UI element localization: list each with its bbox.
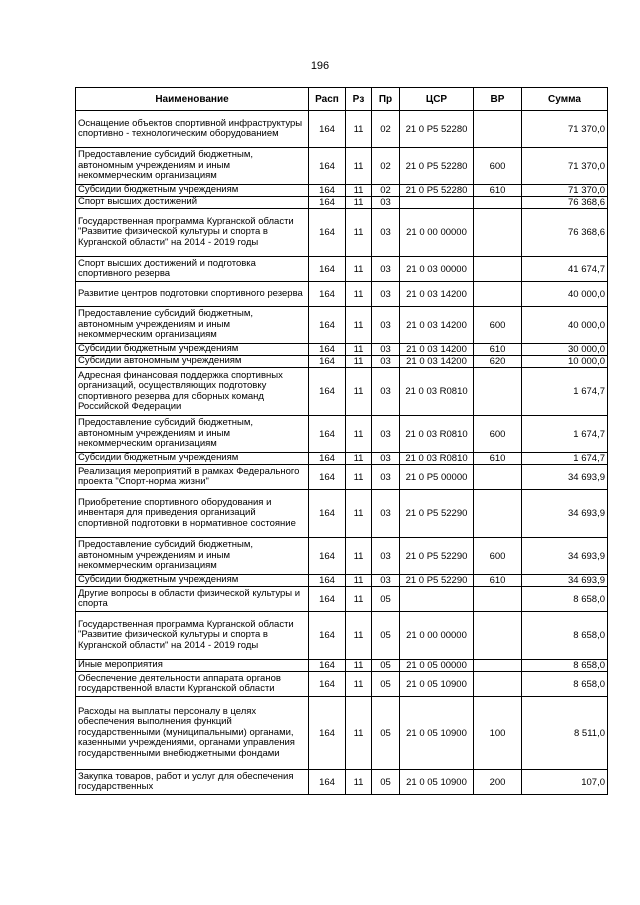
header-pr: Пр xyxy=(372,88,400,111)
row-vr-cell: 610 xyxy=(474,185,522,197)
table-row xyxy=(76,465,608,490)
table-row xyxy=(76,660,608,672)
row-rz-cell: 11 xyxy=(346,575,372,587)
row-rz-cell: 11 xyxy=(346,465,372,490)
row-vr-cell: 600 xyxy=(474,538,522,575)
row-rasp-cell: 164 xyxy=(309,697,346,770)
row-csr-cell: 21 0 03 14200 xyxy=(400,356,474,368)
row-csr-cell: 21 0 03 14200 xyxy=(400,344,474,356)
row-csr-cell: 21 0 05 00000 xyxy=(400,660,474,672)
row-sum-cell: 1 674,7 xyxy=(522,453,608,465)
header-rasp: Расп xyxy=(309,88,346,111)
table-row xyxy=(76,490,608,538)
row-rz-cell: 11 xyxy=(346,770,372,795)
row-csr-cell: 21 0 P5 52280 xyxy=(400,111,474,148)
row-sum-cell: 34 693,9 xyxy=(522,465,608,490)
table-row xyxy=(76,257,608,282)
row-rz-cell: 11 xyxy=(346,111,372,148)
row-sum-cell: 41 674,7 xyxy=(522,257,608,282)
table-header-row xyxy=(76,88,608,111)
table-row xyxy=(76,148,608,185)
row-rz-cell: 11 xyxy=(346,490,372,538)
row-vr-cell: 200 xyxy=(474,770,522,795)
row-rasp-cell: 164 xyxy=(309,209,346,257)
header-name: Наименование xyxy=(76,88,309,111)
row-sum-cell: 8 658,0 xyxy=(522,660,608,672)
row-rz-cell: 11 xyxy=(346,257,372,282)
header-rz: Рз xyxy=(346,88,372,111)
row-vr-cell xyxy=(474,587,522,612)
row-csr-cell: 21 0 05 10900 xyxy=(400,770,474,795)
row-vr-cell: 610 xyxy=(474,453,522,465)
row-csr-cell: 21 0 P5 52290 xyxy=(400,538,474,575)
row-rasp-cell: 164 xyxy=(309,197,346,209)
row-pr-cell: 05 xyxy=(372,660,400,672)
row-name-cell: Расходы на выплаты персоналу в целях обеспечения выполнения функций государственными (муниципальными) органами, казенными учреждениями, органами управления государственными внебюджетными фондами xyxy=(76,697,309,770)
row-pr-cell: 03 xyxy=(372,538,400,575)
row-sum-cell: 10 000,0 xyxy=(522,356,608,368)
row-vr-cell: 100 xyxy=(474,697,522,770)
row-csr-cell: 21 0 03 14200 xyxy=(400,307,474,344)
row-rasp-cell: 164 xyxy=(309,465,346,490)
row-name-cell: Другие вопросы в области физической культуры и спорта xyxy=(76,587,309,612)
row-name-cell: Субсидии бюджетным учреждениям xyxy=(76,185,309,197)
row-name-cell: Субсидии автономным учреждениям xyxy=(76,356,309,368)
row-sum-cell: 8 658,0 xyxy=(522,672,608,697)
row-pr-cell: 03 xyxy=(372,356,400,368)
row-vr-cell: 600 xyxy=(474,148,522,185)
row-vr-cell xyxy=(474,612,522,660)
row-csr-cell: 21 0 03 14200 xyxy=(400,282,474,307)
row-rasp-cell: 164 xyxy=(309,660,346,672)
row-csr-cell: 21 0 03 R0810 xyxy=(400,453,474,465)
row-pr-cell: 03 xyxy=(372,453,400,465)
table-row xyxy=(76,587,608,612)
row-csr-cell: 21 0 03 R0810 xyxy=(400,416,474,453)
table-row xyxy=(76,356,608,368)
row-rasp-cell: 164 xyxy=(309,612,346,660)
row-sum-cell: 71 370,0 xyxy=(522,148,608,185)
row-rz-cell: 11 xyxy=(346,209,372,257)
row-vr-cell xyxy=(474,672,522,697)
row-sum-cell: 76 368,6 xyxy=(522,197,608,209)
row-rasp-cell: 164 xyxy=(309,538,346,575)
row-rasp-cell: 164 xyxy=(309,672,346,697)
row-pr-cell: 05 xyxy=(372,770,400,795)
row-name-cell: Обеспечение деятельности аппарата органов государственной власти Курганской области xyxy=(76,672,309,697)
row-vr-cell xyxy=(474,257,522,282)
row-rasp-cell: 164 xyxy=(309,587,346,612)
row-rasp-cell: 164 xyxy=(309,307,346,344)
row-pr-cell: 03 xyxy=(372,465,400,490)
row-pr-cell: 03 xyxy=(372,416,400,453)
row-name-cell: Спорт высших достижений xyxy=(76,197,309,209)
row-csr-cell xyxy=(400,197,474,209)
table-row xyxy=(76,575,608,587)
row-pr-cell: 02 xyxy=(372,185,400,197)
row-sum-cell: 34 693,9 xyxy=(522,538,608,575)
row-name-cell: Закупка товаров, работ и услуг для обеспечения государственных xyxy=(76,770,309,795)
row-pr-cell: 05 xyxy=(372,697,400,770)
row-rz-cell: 11 xyxy=(346,453,372,465)
row-name-cell: Развитие центров подготовки спортивного резерва xyxy=(76,282,309,307)
row-pr-cell: 03 xyxy=(372,307,400,344)
row-csr-cell: 21 0 P5 52280 xyxy=(400,148,474,185)
row-sum-cell: 76 368,6 xyxy=(522,209,608,257)
row-name-cell: Предоставление субсидий бюджетным, автономным учреждениям и иным некоммерческим организациям xyxy=(76,416,309,453)
table-row xyxy=(76,185,608,197)
row-rasp-cell: 164 xyxy=(309,453,346,465)
row-vr-cell xyxy=(474,465,522,490)
row-rasp-cell: 164 xyxy=(309,416,346,453)
row-name-cell: Субсидии бюджетным учреждениям xyxy=(76,575,309,587)
row-sum-cell: 71 370,0 xyxy=(522,185,608,197)
row-sum-cell: 8 511,0 xyxy=(522,697,608,770)
row-rz-cell: 11 xyxy=(346,185,372,197)
row-sum-cell: 30 000,0 xyxy=(522,344,608,356)
table-row xyxy=(76,209,608,257)
row-pr-cell: 03 xyxy=(372,282,400,307)
row-vr-cell: 610 xyxy=(474,575,522,587)
table-row xyxy=(76,672,608,697)
row-pr-cell: 03 xyxy=(372,209,400,257)
table-row xyxy=(76,282,608,307)
table-row xyxy=(76,770,608,795)
header-csr: ЦСР xyxy=(400,88,474,111)
row-sum-cell: 8 658,0 xyxy=(522,612,608,660)
row-vr-cell xyxy=(474,660,522,672)
row-sum-cell: 40 000,0 xyxy=(522,307,608,344)
row-pr-cell: 03 xyxy=(372,197,400,209)
row-rz-cell: 11 xyxy=(346,344,372,356)
row-rz-cell: 11 xyxy=(346,307,372,344)
row-vr-cell: 600 xyxy=(474,416,522,453)
row-rz-cell: 11 xyxy=(346,672,372,697)
row-vr-cell xyxy=(474,111,522,148)
row-rasp-cell: 164 xyxy=(309,111,346,148)
row-name-cell: Субсидии бюджетным учреждениям xyxy=(76,344,309,356)
row-rasp-cell: 164 xyxy=(309,257,346,282)
table-row xyxy=(76,697,608,770)
row-name-cell: Предоставление субсидий бюджетным, автономным учреждениям и иным некоммерческим организациям xyxy=(76,538,309,575)
row-name-cell: Приобретение спортивного оборудования и инвентаря для приведения организаций спортивной подготовки в нормативное состояние xyxy=(76,490,309,538)
row-rasp-cell: 164 xyxy=(309,148,346,185)
table-row xyxy=(76,344,608,356)
table-row xyxy=(76,368,608,416)
row-pr-cell: 03 xyxy=(372,257,400,282)
row-rz-cell: 11 xyxy=(346,416,372,453)
table-row xyxy=(76,538,608,575)
row-name-cell: Государственная программа Курганской области "Развитие физической культуры и спорта в Курганской области" на 2014 - 2019 годы xyxy=(76,209,309,257)
header-vr: ВР xyxy=(474,88,522,111)
row-rasp-cell: 164 xyxy=(309,344,346,356)
row-csr-cell: 21 0 03 R0810 xyxy=(400,368,474,416)
row-pr-cell: 02 xyxy=(372,111,400,148)
row-pr-cell: 05 xyxy=(372,587,400,612)
row-name-cell: Реализация мероприятий в рамках Федерального проекта "Спорт-норма жизни" xyxy=(76,465,309,490)
row-vr-cell: 610 xyxy=(474,344,522,356)
row-csr-cell: 21 0 P5 00000 xyxy=(400,465,474,490)
row-rz-cell: 11 xyxy=(346,697,372,770)
row-name-cell: Иные мероприятия xyxy=(76,660,309,672)
row-rz-cell: 11 xyxy=(346,368,372,416)
header-sum: Сумма xyxy=(522,88,608,111)
row-csr-cell: 21 0 05 10900 xyxy=(400,697,474,770)
row-pr-cell: 03 xyxy=(372,490,400,538)
row-csr-cell: 21 0 P5 52290 xyxy=(400,575,474,587)
row-pr-cell: 05 xyxy=(372,612,400,660)
row-sum-cell: 40 000,0 xyxy=(522,282,608,307)
row-sum-cell: 1 674,7 xyxy=(522,368,608,416)
row-rz-cell: 11 xyxy=(346,356,372,368)
row-pr-cell: 03 xyxy=(372,368,400,416)
row-vr-cell xyxy=(474,209,522,257)
budget-table xyxy=(75,87,608,795)
row-rasp-cell: 164 xyxy=(309,770,346,795)
row-vr-cell xyxy=(474,368,522,416)
table-row xyxy=(76,197,608,209)
row-csr-cell: 21 0 P5 52280 xyxy=(400,185,474,197)
page-number: 196 xyxy=(310,60,330,72)
row-pr-cell: 03 xyxy=(372,344,400,356)
row-name-cell: Государственная программа Курганской области "Развитие физической культуры и спорта в Курганской области" на 2014 - 2019 годы xyxy=(76,612,309,660)
row-name-cell: Субсидии бюджетным учреждениям xyxy=(76,453,309,465)
row-sum-cell: 8 658,0 xyxy=(522,587,608,612)
table-row xyxy=(76,416,608,453)
row-pr-cell: 03 xyxy=(372,575,400,587)
row-rasp-cell: 164 xyxy=(309,185,346,197)
row-csr-cell: 21 0 P5 52290 xyxy=(400,490,474,538)
row-name-cell: Предоставление субсидий бюджетным, автономным учреждениям и иным некоммерческим организациям xyxy=(76,148,309,185)
row-rz-cell: 11 xyxy=(346,587,372,612)
row-rz-cell: 11 xyxy=(346,282,372,307)
row-vr-cell xyxy=(474,282,522,307)
row-csr-cell: 21 0 05 10900 xyxy=(400,672,474,697)
row-sum-cell: 34 693,9 xyxy=(522,575,608,587)
row-pr-cell: 05 xyxy=(372,672,400,697)
table-row xyxy=(76,111,608,148)
table-row xyxy=(76,307,608,344)
row-sum-cell: 107,0 xyxy=(522,770,608,795)
row-name-cell: Оснащение объектов спортивной инфраструктуры спортивно - технологическим оборудованием xyxy=(76,111,309,148)
row-sum-cell: 71 370,0 xyxy=(522,111,608,148)
row-pr-cell: 02 xyxy=(372,148,400,185)
row-rz-cell: 11 xyxy=(346,538,372,575)
row-name-cell: Адресная финансовая поддержка спортивных организаций, осуществляющих подготовку спортивного резерва для сборных команд Российской Федерации xyxy=(76,368,309,416)
row-rasp-cell: 164 xyxy=(309,282,346,307)
row-vr-cell: 620 xyxy=(474,356,522,368)
table-row xyxy=(76,453,608,465)
row-name-cell: Спорт высших достижений и подготовка спортивного резерва xyxy=(76,257,309,282)
row-csr-cell xyxy=(400,587,474,612)
row-vr-cell xyxy=(474,197,522,209)
row-name-cell: Предоставление субсидий бюджетным, автономным учреждениям и иным некоммерческим организациям xyxy=(76,307,309,344)
row-sum-cell: 1 674,7 xyxy=(522,416,608,453)
row-vr-cell xyxy=(474,490,522,538)
row-csr-cell: 21 0 00 00000 xyxy=(400,209,474,257)
row-csr-cell: 21 0 03 00000 xyxy=(400,257,474,282)
row-rz-cell: 11 xyxy=(346,197,372,209)
row-rasp-cell: 164 xyxy=(309,490,346,538)
row-rasp-cell: 164 xyxy=(309,368,346,416)
row-sum-cell: 34 693,9 xyxy=(522,490,608,538)
row-rasp-cell: 164 xyxy=(309,575,346,587)
row-rasp-cell: 164 xyxy=(309,356,346,368)
row-csr-cell: 21 0 00 00000 xyxy=(400,612,474,660)
table-row xyxy=(76,612,608,660)
row-rz-cell: 11 xyxy=(346,612,372,660)
row-rz-cell: 11 xyxy=(346,660,372,672)
row-rz-cell: 11 xyxy=(346,148,372,185)
row-vr-cell: 600 xyxy=(474,307,522,344)
